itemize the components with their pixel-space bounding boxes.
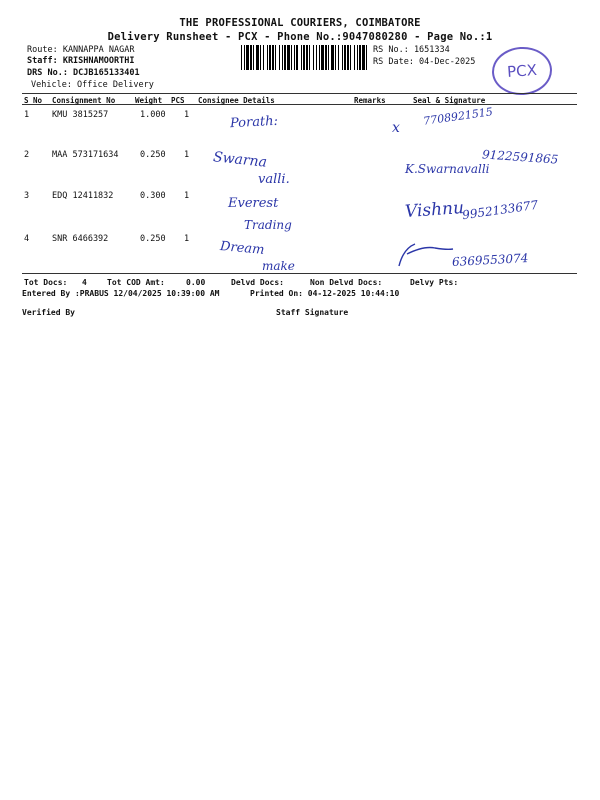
- col-pcs: PCS: [171, 96, 185, 105]
- row-consignment: MAA 573171634: [52, 150, 119, 160]
- table-top-rule: [22, 93, 577, 94]
- row-pcs: 1: [184, 150, 190, 160]
- tot-docs-value: 4: [82, 278, 87, 287]
- col-consignment: Consignment No: [52, 96, 116, 105]
- rs-number: RS No.: 1651334: [373, 45, 450, 55]
- row-consignment: KMU 3815257: [52, 110, 109, 120]
- consignee-handwriting-line2: make: [262, 259, 295, 273]
- row-sno: 4: [24, 234, 30, 244]
- row-consignment: EDQ 12411832: [52, 191, 114, 201]
- drs-number: DRS No.: DCJB165133401: [27, 68, 140, 78]
- col-remarks: Remarks: [354, 96, 386, 105]
- consignee-handwriting: Porath:: [229, 113, 279, 132]
- entered-by: Entered By :PRABUS 12/04/2025 10:39:00 AM: [22, 289, 220, 298]
- tot-cod-label: Tot COD Amt:: [107, 278, 165, 287]
- non-delvd-docs-label: Non Delvd Docs:: [310, 278, 383, 287]
- table-bottom-rule: [22, 273, 577, 274]
- seal-signature-name: K.Swarnavalli: [405, 162, 490, 176]
- col-consignee: Consignee Details: [198, 96, 275, 105]
- row-sno: 1: [24, 110, 30, 120]
- row-weight: 0.250: [140, 150, 166, 160]
- page-title: THE PROFESSIONAL COURIERS, COIMBATORE: [179, 17, 421, 29]
- row-weight: 1.000: [140, 110, 166, 120]
- verified-by-label: Verified By: [22, 308, 75, 317]
- col-seal-signature: Seal & Signature: [413, 96, 486, 105]
- barcode: [241, 45, 367, 70]
- seal-signature: 9122591865: [481, 147, 559, 167]
- consignee-handwriting: Dream: [219, 239, 265, 258]
- row-pcs: 1: [184, 110, 190, 120]
- col-weight: Weight: [135, 96, 163, 105]
- row-weight: 0.250: [140, 234, 166, 244]
- route-label: Route: KANNAPPA NAGAR: [27, 45, 135, 55]
- printed-on: Printed On: 04-12-2025 10:44:10: [250, 289, 400, 298]
- row-pcs: 1: [184, 234, 190, 244]
- staff-label: Staff: KRISHNAMOORTHI: [27, 56, 135, 66]
- seal-signature: Vishnu: [404, 197, 465, 223]
- runsheet-subtitle: Delivery Runsheet - PCX - Phone No.:9047080280 - Page No.:1: [107, 31, 493, 43]
- pcx-stamp: PCX: [490, 45, 553, 97]
- consignee-handwriting: Swarna: [212, 149, 268, 171]
- seal-mark: x: [392, 120, 400, 136]
- staff-signature-label: Staff Signature: [276, 308, 349, 317]
- seal-signature-phone: 6369553074: [451, 251, 529, 269]
- row-pcs: 1: [184, 191, 190, 201]
- delvy-pts-label: Delvy Pts:: [410, 278, 459, 287]
- consignee-handwriting-line2: valli.: [258, 172, 290, 187]
- col-sno: S No: [24, 96, 43, 105]
- seal-signature-phone: 9952133677: [461, 197, 539, 223]
- rs-date: RS Date: 04-Dec-2025: [373, 57, 476, 67]
- row-weight: 0.300: [140, 191, 166, 201]
- vehicle-label: Vehicle: Office Delivery: [31, 80, 154, 90]
- seal-signature: 7708921515: [422, 105, 494, 128]
- delvd-docs-label: Delvd Docs:: [231, 278, 284, 287]
- consignee-handwriting: Everest: [228, 196, 279, 211]
- tot-cod-value: 0.00: [186, 278, 206, 287]
- consignee-handwriting-line2: Trading: [244, 218, 292, 232]
- row-consignment: SNR 6466392: [52, 234, 109, 244]
- row-sno: 2: [24, 150, 30, 160]
- signature-scribble: [395, 240, 455, 270]
- row-sno: 3: [24, 191, 30, 201]
- tot-docs-label: Tot Docs:: [24, 278, 68, 287]
